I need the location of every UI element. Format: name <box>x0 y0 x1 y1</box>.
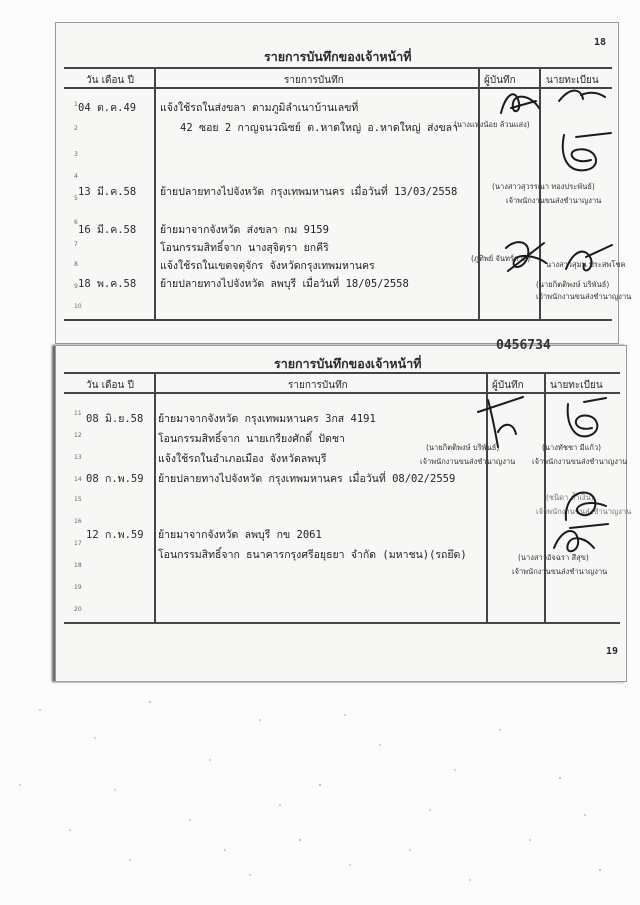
row-number: 8 <box>74 261 78 268</box>
signature <box>496 233 556 278</box>
page-number: 19 <box>605 646 618 657</box>
officer-stamp-title: เจ้าพนักงานขนส่งชำนาญงาน <box>536 292 632 301</box>
row-number: 19 <box>74 584 82 591</box>
column-divider <box>478 67 480 319</box>
entry-line: โอนกรรมสิทธิ์จาก ธนาคารกรุงศรีอยุธยา จำกัด (มหาชน)(รถยึด) <box>158 549 467 561</box>
officer-stamp-title: เจ้าพนักงานขนส่งชำนาญงาน <box>506 196 602 205</box>
header-date: วัน เดือน ปี <box>86 75 134 86</box>
header-entry: รายการบันทึก <box>284 75 344 86</box>
signature <box>551 81 611 111</box>
header-entry: รายการบันทึก <box>288 380 348 391</box>
row-number: 4 <box>74 173 78 180</box>
officer-stamp: (ชนิดา ถ้ำเงิน) <box>546 493 594 502</box>
row-number: 10 <box>74 303 82 310</box>
row-number: 9 <box>74 283 78 290</box>
officer-stamp: (นางทัชชา มีแก้ว) <box>542 443 602 452</box>
officer-stamp: (นายกิตติพงษ์ บริพันธ์) <box>536 280 610 289</box>
officer-stamp-title: เจ้าพนักงานขนส่งชำนาญงาน <box>532 457 628 466</box>
page-title: รายการบันทึกของเจ้าหน้าที่ <box>274 356 422 371</box>
entry-line: ย้ายมาจากจังหวัด ส่งขลา กม 9159 <box>160 224 329 236</box>
entry-date: 16 มี.ค.58 <box>78 224 137 236</box>
row-number: 13 <box>74 454 82 461</box>
officer-stamp-title: เจ้าพนักงานขนส่งชำนาญงาน <box>536 507 632 516</box>
entry-date: 12 ก.พ.59 <box>86 529 144 541</box>
entry-date: 08 ก.พ.59 <box>86 473 144 485</box>
entry-line: 42 ซอย 2 กาญจนวณิชย์ ต.หาดใหญ่ อ.หาดใหญ่ ส่งขลา <box>180 122 458 134</box>
entry-line: โอนกรรมสิทธิ์จาก นางสุจิตฺรา ยกคีริ <box>160 242 329 254</box>
row-number: 17 <box>74 540 82 547</box>
officer-stamp-title: เจ้าพนักงานขนส่งชำนาญงาน <box>512 567 608 576</box>
entry-line: โอนกรรมสิทธิ์จาก นายเกรียงศักดิ์ ปัดชา <box>158 433 345 445</box>
row-number: 15 <box>74 496 82 503</box>
signature <box>542 518 602 563</box>
header-recorder: ผู้บันทึก <box>484 75 516 86</box>
table-bottom-rule <box>64 319 612 321</box>
officer-stamp: นางสาวสุมน ประสพโชค <box>546 260 626 269</box>
officer-stamp: (นายกิตติพงษ์ บริพันธ์) <box>426 443 500 452</box>
row-number: 5 <box>74 195 78 202</box>
entry-date: 08 มิ.ย.58 <box>86 413 144 425</box>
officer-stamp: (ภูทิพย์ จันทร์สาย) <box>471 254 531 263</box>
column-divider <box>154 67 156 319</box>
header-registrar: นายทะเบียน <box>550 380 603 391</box>
scan-noise <box>0 690 640 900</box>
entry-line: แจ้งใช้รถในอำเภอเมือง จังหวัดลพบุรี <box>158 453 327 465</box>
entry-line: ย้ายมาจากจังหวัด ลพบุรี กข 2061 <box>158 529 322 541</box>
row-number: 2 <box>74 125 78 132</box>
column-divider <box>154 372 156 622</box>
row-number: 14 <box>74 476 82 483</box>
signature <box>556 239 616 284</box>
page-title: รายการบันทึกของเจ้าหน้าที่ <box>264 49 412 64</box>
row-number: 3 <box>74 151 78 158</box>
signature <box>556 125 616 180</box>
officer-stamp-title: เจ้าพนักงานขนส่งชำนาญงาน <box>420 457 516 466</box>
header-top-rule <box>64 372 620 374</box>
row-number: 6 <box>74 219 78 226</box>
entry-date: 13 มี.ค.58 <box>78 186 137 198</box>
serial-number: 0456734 <box>496 338 551 353</box>
record-page-18 <box>55 22 632 344</box>
page-number: 18 <box>593 37 606 48</box>
entry-line: ย้ายปลายทางไปจังหวัด กรุงเทพมหานคร เมื่อวันที่ 08/02/2559 <box>158 473 456 485</box>
row-number: 20 <box>74 606 82 613</box>
signature <box>491 83 551 123</box>
officer-stamp: (นางสาวสุวรรณา ทองประพันธ์) <box>492 182 595 191</box>
signature <box>556 394 616 449</box>
record-page-19 <box>55 338 632 682</box>
entry-date: 18 พ.ค.58 <box>78 278 137 290</box>
entry-line: ย้ายปลายทางไปจังหวัด กรุงเทพมหานคร เมื่อวันที่ 13/03/2558 <box>160 186 458 198</box>
entry-line: ย้ายมาจากจังหวัด กรุงเทพมหานคร 3กส 4191 <box>158 413 376 425</box>
row-number: 11 <box>74 410 82 417</box>
officer-stamp: (นางสาวอัจฉรา สีสุข) <box>518 553 589 562</box>
entry-line: แจ้งใช้รถในเขตจตุจักร จังหวัดกรุงเทพมหานคร <box>160 260 375 272</box>
row-number: 1 <box>74 101 78 108</box>
row-number: 7 <box>74 241 78 248</box>
header-date: วัน เดือน ปี <box>86 380 134 391</box>
header-recorder: ผู้บันทึก <box>492 380 524 391</box>
row-number: 18 <box>74 562 82 569</box>
row-number: 12 <box>74 432 82 439</box>
table-bottom-rule <box>64 622 620 624</box>
entry-line: แจ้งใช้รถในส่งขลา ตามภูมิลำเนาบ้านเลขที่ <box>160 102 359 114</box>
row-number: 16 <box>74 518 82 525</box>
officer-stamp: (นางแห่งน้อย ล้วนแสง) <box>454 120 530 129</box>
entry-line: ย้ายปลายทางไปจังหวัด ลพบุรี เมื่อวันที่ 18/05/2558 <box>160 278 409 290</box>
entry-date: 04 ต.ค.49 <box>78 102 137 114</box>
header-top-rule <box>64 67 612 69</box>
header-registrar: นายทะเบียน <box>546 75 599 86</box>
signature <box>468 392 528 452</box>
